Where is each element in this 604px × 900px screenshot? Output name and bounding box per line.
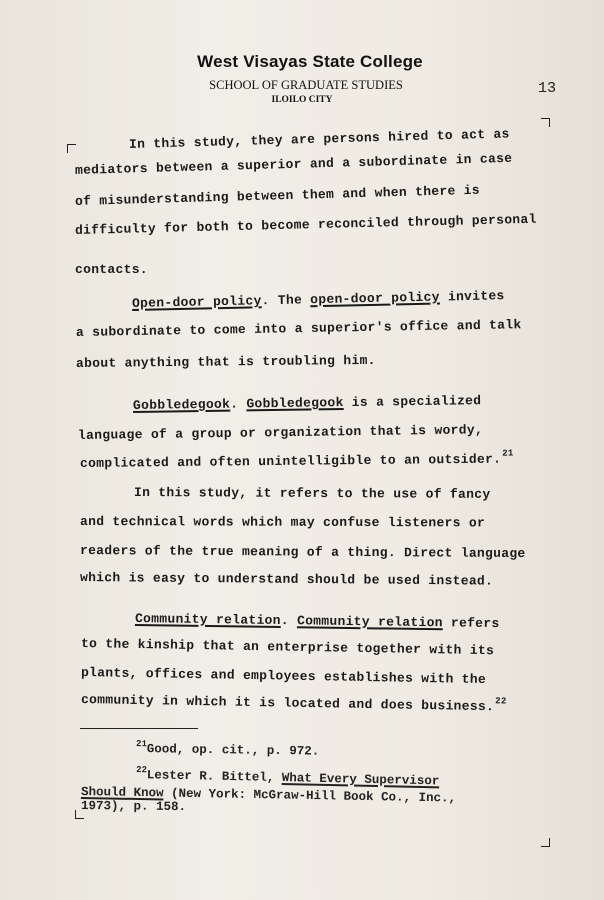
paragraph-line: In this study, they are persons hired to act as: [128, 126, 510, 152]
paragraph-line: and technical words which may confuse listeners or: [79, 514, 486, 531]
footnote-rule: [80, 728, 198, 729]
paragraph-line: about anything that is troubling him.: [75, 352, 376, 371]
term-community-relation: Community relation: [296, 613, 443, 631]
paragraph-line: which is easy to understand should be used instead.: [79, 570, 494, 589]
paragraph-line: a subordinate to come into a superior's office and talk: [75, 317, 522, 340]
paragraph-line: In this study, it refers to the use of fancy: [133, 485, 491, 502]
paragraph-line: language of a group or organization that is wordy,: [77, 422, 484, 443]
term-gobbledegook: Gobbledegook: [132, 396, 231, 413]
paragraph-line: mediators between a superior and a subordinate in case: [74, 150, 513, 178]
term-open-door-policy: open-door policy: [310, 289, 440, 308]
footnote-21: $^{21}$Good, op. cit., p. 972.: [136, 739, 320, 759]
crop-mark-top-right: [541, 118, 550, 127]
paragraph-line: readers of the true meaning of a thing. Direct language: [79, 543, 526, 562]
term-open-door-policy: Open-door policy: [131, 293, 262, 311]
page-number: 13: [538, 80, 557, 97]
crop-mark-bottom-right: [541, 838, 550, 847]
paragraph-line: community in which it is located and does business.$^{22}$: [80, 692, 507, 715]
footnote-22-cont: Should Know (New York: McGraw-Hill Book Co., Inc.,: [80, 785, 457, 806]
footnote-ref-21: 21: [502, 448, 514, 459]
footnote-22: $^{22}$Lester R. Bittel, What Every Supervisor: [136, 765, 440, 789]
paragraph-line: of misunderstanding between them and when there is: [74, 182, 481, 209]
term-community-relation: Community relation: [134, 611, 281, 629]
footnote-ref-22: 22: [495, 696, 507, 707]
college-name: West Visayas State College: [197, 52, 423, 71]
paragraph-line: Open-door policy. The open-door policy invites: [131, 288, 505, 311]
paragraph-line: complicated and often unintelligible to an outsider.$^{21}$: [79, 448, 514, 471]
paragraph-line: Gobbledegook. Gobbledegook is a specialized: [132, 393, 482, 413]
term-gobbledegook: Gobbledegook: [246, 395, 344, 412]
school-name: SCHOOL OF GRADUATE STUDIES: [209, 78, 403, 92]
paragraph-line: to the kinship that an enterprise together with its: [80, 636, 495, 659]
crop-mark-top-left: [67, 144, 76, 153]
footnote-22-cont: 1973), p. 158.: [80, 799, 187, 815]
paragraph-line: contacts.: [75, 262, 148, 277]
paragraph-line: plants, offices and employees establishes with the: [80, 665, 487, 688]
paragraph-line: difficulty for both to become reconciled through personal: [74, 211, 537, 238]
paragraph-line: Community relation. Community relation refers: [134, 611, 500, 632]
city-name: ILOILO CITY: [271, 95, 333, 105]
